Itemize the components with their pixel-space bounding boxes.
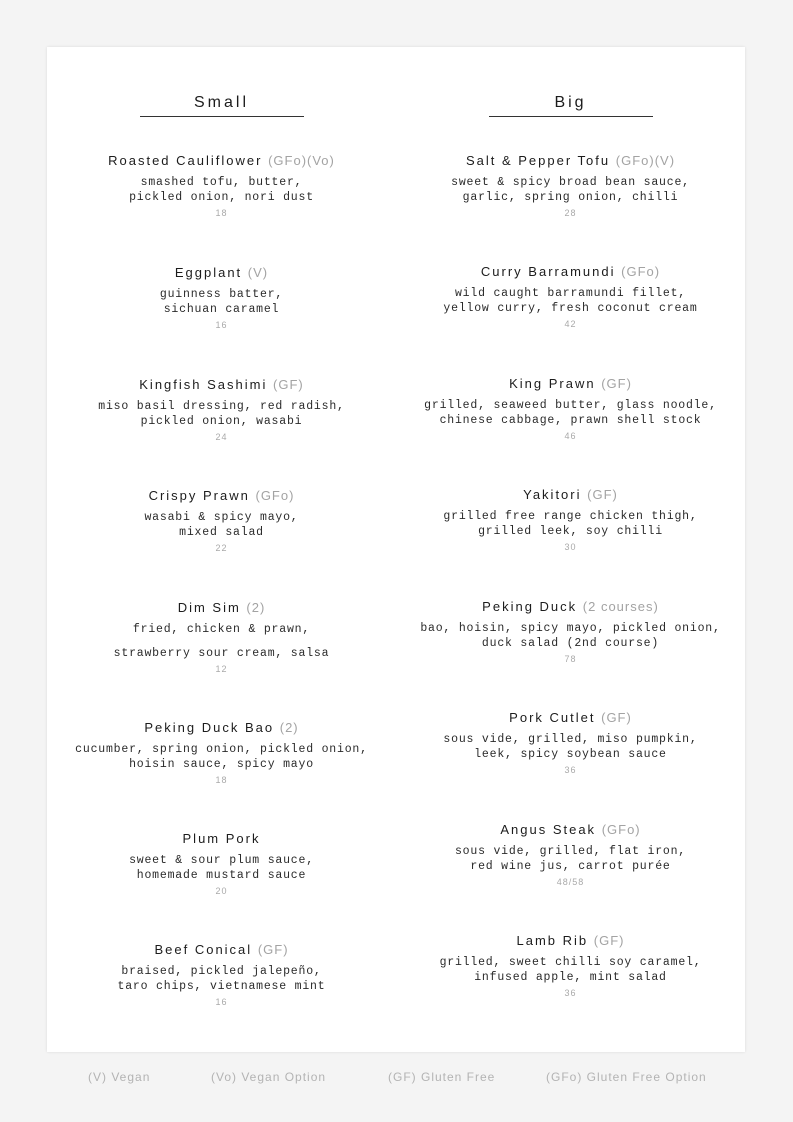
dietary-legend [0, 1070, 793, 1090]
item-name: Angus Steak [500, 822, 597, 837]
dietary-tag: (GFo)(V) [615, 153, 676, 168]
menu-item-salt-pepper-tofu [396, 152, 745, 220]
legend-vegan: (V) Vegan [88, 1070, 151, 1084]
big-header [396, 94, 745, 117]
big-title-rule [489, 116, 653, 117]
item-name: Crispy Prawn [148, 488, 250, 503]
dietary-tag: (GFo)(Vo) [268, 153, 335, 168]
menu-item-peking-duck-bao [47, 719, 396, 787]
item-price: 16 [215, 320, 228, 330]
item-description: duck salad (2nd course) [481, 637, 660, 650]
menu-item-eggplant [47, 264, 396, 332]
item-description: hoisin sauce, spicy mayo [129, 758, 314, 771]
item-name: Curry Barramundi [480, 264, 616, 279]
dietary-tag: (GF) [601, 710, 632, 725]
menu-item-king-prawn [396, 375, 745, 443]
menu-item-yakitori [396, 486, 745, 554]
item-description: grilled free range chicken thigh, [443, 510, 698, 523]
item-description: sweet & sour plum sauce, [129, 854, 314, 867]
small-title-rule [140, 116, 304, 117]
menu-item-plum-pork [47, 830, 396, 898]
dietary-tag: (GF) [601, 376, 632, 391]
item-price: 36 [564, 765, 577, 775]
menu-item-roasted-cauliflower [47, 152, 396, 220]
dietary-tag: (2) [279, 720, 299, 735]
item-price: 36 [564, 988, 577, 998]
item-description: miso basil dressing, red radish, [98, 400, 345, 413]
menu-item-curry-barramundi [396, 263, 745, 331]
item-name: Salt & Pepper Tofu [465, 153, 611, 168]
item-name: Plum Pork [182, 831, 261, 846]
item-description: grilled leek, soy chilli [478, 525, 663, 538]
item-description: chinese cabbage, prawn shell stock [439, 414, 702, 427]
item-name: Beef Conical [154, 942, 253, 957]
item-description: grilled, sweet chilli soy caramel, [439, 956, 702, 969]
menu-item-peking-duck [396, 598, 745, 666]
item-description: wasabi & spicy mayo, [144, 511, 299, 524]
menu-item-kingfish-sashimi [47, 376, 396, 444]
dietary-tag: (2) [246, 600, 266, 615]
item-name: King Prawn [509, 376, 596, 391]
item-price: 12 [215, 664, 228, 674]
item-price: 42 [564, 319, 577, 329]
item-price: 22 [215, 543, 228, 553]
item-description: sichuan caramel [163, 303, 280, 316]
item-name: Yakitori [523, 487, 582, 502]
menu-item-dim-sim [47, 599, 396, 676]
dietary-tag: (V) [247, 265, 269, 280]
legend-gluten-free: (GF) Gluten Free [388, 1070, 496, 1084]
menu-item-lamb-rib [396, 932, 745, 1000]
item-description: strawberry sour cream, salsa [113, 647, 330, 660]
dietary-tag: (GF) [257, 942, 289, 957]
item-price: 18 [215, 208, 228, 218]
item-name: Pork Cutlet [509, 710, 596, 725]
item-description: homemade mustard sauce [136, 869, 307, 882]
menu-item-crispy-prawn [47, 487, 396, 555]
item-description: bao, hoisin, spicy mayo, pickled onion, [420, 622, 721, 635]
item-price: 20 [215, 886, 228, 896]
item-description: smashed tofu, butter, [140, 176, 303, 189]
item-price: 16 [215, 997, 228, 1007]
menu-item-beef-conical [47, 941, 396, 1009]
small-header [47, 94, 396, 117]
item-description: garlic, spring onion, chilli [462, 191, 679, 204]
dietary-tag: (GFo) [621, 264, 661, 279]
item-name: Peking Duck Bao [144, 720, 275, 735]
item-description: yellow curry, fresh coconut cream [443, 302, 698, 315]
item-name: Eggplant [174, 265, 243, 280]
item-description: grilled, seaweed butter, glass noodle, [424, 399, 717, 412]
dietary-tag: (GF) [587, 487, 618, 502]
item-description: cucumber, spring onion, pickled onion, [75, 743, 368, 756]
item-description: red wine jus, carrot purée [470, 860, 671, 873]
item-price: 28 [564, 208, 577, 218]
item-description: braised, pickled jalepeño, [121, 965, 322, 978]
item-description: guinness batter, [159, 288, 284, 301]
item-description: sous vide, grilled, miso pumpkin, [443, 733, 698, 746]
item-price: 30 [564, 542, 577, 552]
legend-vegan-option: (Vo) Vegan Option [211, 1070, 327, 1084]
menu-item-angus-steak [396, 821, 745, 889]
item-description: sweet & spicy broad bean sauce, [451, 176, 690, 189]
item-description: pickled onion, wasabi [140, 415, 303, 428]
item-price: 46 [564, 431, 577, 441]
item-description: leek, spicy soybean sauce [474, 748, 667, 761]
item-name: Dim Sim [177, 600, 241, 615]
legend-gluten-free-option: (GFo) Gluten Free Option [546, 1070, 707, 1084]
item-price: 48/58 [556, 877, 585, 887]
big-title: Big [554, 94, 587, 111]
item-description: sous vide, grilled, flat iron, [454, 845, 687, 858]
item-name: Peking Duck [482, 599, 578, 614]
item-description: pickled onion, nori dust [129, 191, 314, 204]
dietary-tag: (GFo) [255, 488, 295, 503]
item-name: Kingfish Sashimi [139, 377, 268, 392]
dietary-tag: (2 courses) [582, 599, 659, 614]
item-price: 24 [215, 432, 228, 442]
item-name: Lamb Rib [516, 933, 589, 948]
item-description: mixed salad [179, 526, 264, 539]
dietary-tag: (GFo) [601, 822, 641, 837]
item-name: Roasted Cauliflower [108, 153, 263, 168]
dietary-tag: (GF) [593, 933, 625, 948]
item-price: 18 [215, 775, 228, 785]
item-description: infused apple, mint salad [474, 971, 667, 984]
item-description: fried, chicken & prawn, [132, 623, 311, 636]
menu-card [47, 47, 745, 1052]
dietary-tag: (GF) [273, 377, 304, 392]
item-description: taro chips, vietnamese mint [117, 980, 326, 993]
small-title: Small [193, 94, 249, 111]
item-price: 78 [564, 654, 577, 664]
item-description: wild caught barramundi fillet, [454, 287, 687, 300]
menu-item-pork-cutlet [396, 709, 745, 777]
